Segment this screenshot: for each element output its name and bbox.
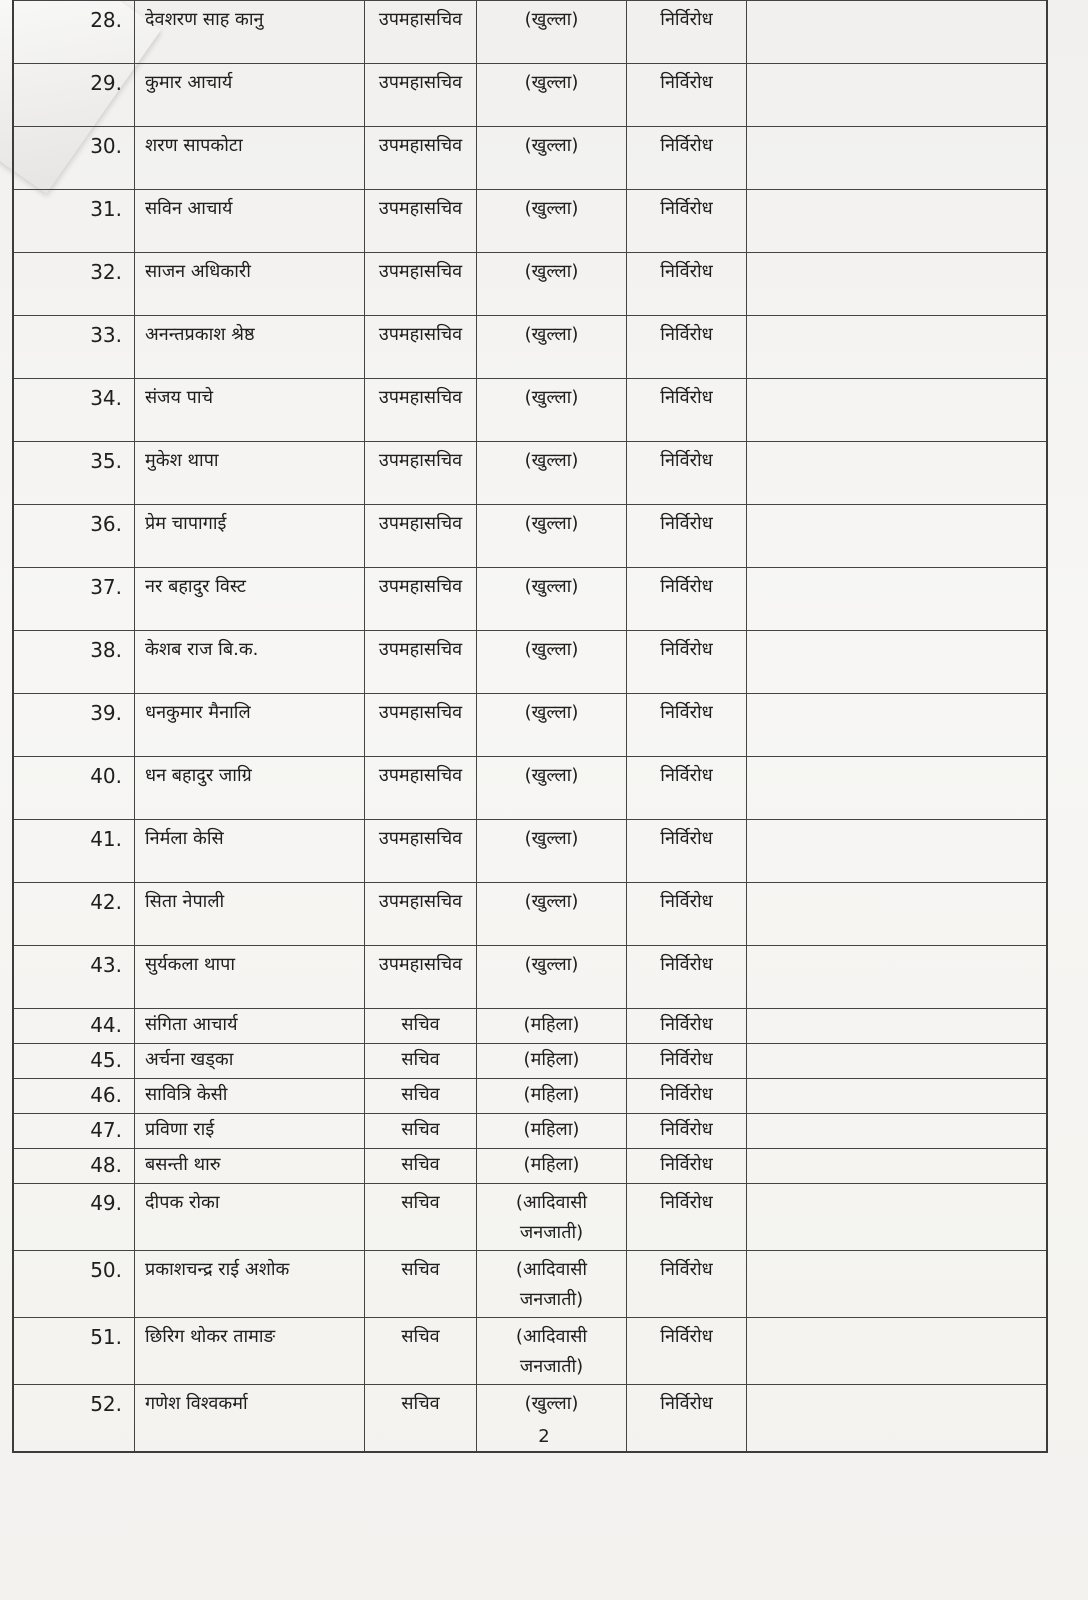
empty-cell — [746, 946, 1046, 1008]
status: निर्विरोध — [626, 64, 746, 126]
post: उपमहासचिव — [364, 442, 476, 504]
category: (खुल्ला) — [476, 127, 626, 189]
empty-cell — [746, 1114, 1046, 1148]
category: (महिला) — [476, 1149, 626, 1183]
table-row — [14, 1317, 1046, 1384]
empty-cell — [746, 631, 1046, 693]
candidate-name: अर्चना खड्का — [134, 1044, 364, 1078]
empty-cell — [746, 1318, 1046, 1384]
status: निर्विरोध — [626, 1149, 746, 1183]
post: सचिव — [364, 1114, 476, 1148]
empty-cell — [746, 1044, 1046, 1078]
table-row — [14, 441, 1046, 504]
post: उपमहासचिव — [364, 631, 476, 693]
post: उपमहासचिव — [364, 316, 476, 378]
category: (महिला) — [476, 1044, 626, 1078]
category: (खुल्ला) — [476, 442, 626, 504]
row-number: 32. — [90, 260, 122, 284]
row-number: 37. — [90, 575, 122, 599]
status: निर्विरोध — [626, 1, 746, 63]
status: निर्विरोध — [626, 883, 746, 945]
row-number: 39. — [90, 701, 122, 725]
table-row — [14, 252, 1046, 315]
candidate-name: साजन अधिकारी — [134, 253, 364, 315]
status: निर्विरोध — [626, 1079, 746, 1113]
empty-cell — [746, 1251, 1046, 1317]
empty-cell — [746, 379, 1046, 441]
status: निर्विरोध — [626, 694, 746, 756]
row-number: 50. — [90, 1258, 122, 1282]
candidate-name: केशब राज बि.क. — [134, 631, 364, 693]
category: (खुल्ला) — [476, 1, 626, 63]
table-row — [14, 63, 1046, 126]
candidate-name: धनकुमार मैनालि — [134, 694, 364, 756]
candidate-name: बसन्ती थारु — [134, 1149, 364, 1183]
post: उपमहासचिव — [364, 694, 476, 756]
post: सचिव — [364, 1079, 476, 1113]
candidate-name: नर बहादुर विस्ट — [134, 568, 364, 630]
status: निर्विरोध — [626, 1009, 746, 1043]
post: उपमहासचिव — [364, 568, 476, 630]
category: (खुल्ला) — [476, 379, 626, 441]
row-number: 42. — [90, 890, 122, 914]
status: निर्विरोध — [626, 505, 746, 567]
candidate-name: देवशरण साह कानु — [134, 1, 364, 63]
row-number: 45. — [90, 1048, 122, 1072]
post: सचिव — [364, 1009, 476, 1043]
empty-cell — [746, 1, 1046, 63]
category: (महिला) — [476, 1079, 626, 1113]
empty-cell — [746, 316, 1046, 378]
category: (खुल्ला) — [476, 505, 626, 567]
status: निर्विरोध — [626, 316, 746, 378]
table-row — [14, 1250, 1046, 1317]
status: निर्विरोध — [626, 379, 746, 441]
table-row — [14, 1113, 1046, 1148]
post: सचिव — [364, 1385, 476, 1451]
post: उपमहासचिव — [364, 190, 476, 252]
candidate-name: शरण सापकोटा — [134, 127, 364, 189]
row-number: 35. — [90, 449, 122, 473]
table-row — [14, 693, 1046, 756]
table-row — [14, 756, 1046, 819]
category: (खुल्ला) — [476, 190, 626, 252]
category: (खुल्ला) — [476, 568, 626, 630]
status: निर्विरोध — [626, 1385, 746, 1451]
row-number: 31. — [90, 197, 122, 221]
status: निर्विरोध — [626, 442, 746, 504]
empty-cell — [746, 820, 1046, 882]
post: सचिव — [364, 1149, 476, 1183]
row-number: 30. — [90, 134, 122, 158]
candidate-name: छिरिग थोकर तामाङ — [134, 1318, 364, 1384]
status: निर्विरोध — [626, 1184, 746, 1250]
candidate-name: कुमार आचार्य — [134, 64, 364, 126]
status: निर्विरोध — [626, 1044, 746, 1078]
post: उपमहासचिव — [364, 820, 476, 882]
table-row — [14, 1043, 1046, 1078]
status: निर्विरोध — [626, 820, 746, 882]
candidate-name: मुकेश थापा — [134, 442, 364, 504]
post: सचिव — [364, 1251, 476, 1317]
empty-cell — [746, 1079, 1046, 1113]
row-number: 28. — [90, 8, 122, 32]
empty-cell — [746, 757, 1046, 819]
table-row — [14, 126, 1046, 189]
table-row — [14, 1078, 1046, 1113]
results-table — [12, 0, 1048, 1453]
empty-cell — [746, 568, 1046, 630]
table-row — [14, 0, 1046, 63]
row-number: 29. — [90, 71, 122, 95]
category: (आदिवासी जनजाती) — [476, 1318, 626, 1384]
table-row — [14, 882, 1046, 945]
empty-cell — [746, 1149, 1046, 1183]
row-number: 49. — [90, 1191, 122, 1215]
row-number: 43. — [90, 953, 122, 977]
category: (खुल्ला) — [476, 694, 626, 756]
row-number: 36. — [90, 512, 122, 536]
post: उपमहासचिव — [364, 946, 476, 1008]
category: (खुल्ला) — [476, 631, 626, 693]
status: निर्विरोध — [626, 568, 746, 630]
empty-cell — [746, 883, 1046, 945]
post: सचिव — [364, 1318, 476, 1384]
candidate-name: प्रविणा राई — [134, 1114, 364, 1148]
post: उपमहासचिव — [364, 127, 476, 189]
table-row — [14, 567, 1046, 630]
category: (आदिवासी जनजाती) — [476, 1251, 626, 1317]
empty-cell — [746, 1184, 1046, 1250]
table-row — [14, 189, 1046, 252]
row-number: 44. — [90, 1013, 122, 1037]
category: (खुल्ला) — [476, 946, 626, 1008]
status: निर्विरोध — [626, 757, 746, 819]
page-number: 2 — [538, 1426, 550, 1447]
table-row — [14, 819, 1046, 882]
candidate-name: गणेश विश्वकर्मा — [134, 1385, 364, 1451]
empty-cell — [746, 127, 1046, 189]
empty-cell — [746, 442, 1046, 504]
empty-cell — [746, 694, 1046, 756]
candidate-name: प्रेम चापागाई — [134, 505, 364, 567]
category: (खुल्ला) — [476, 883, 626, 945]
post: उपमहासचिव — [364, 379, 476, 441]
status: निर्विरोध — [626, 946, 746, 1008]
candidate-name: प्रकाशचन्द्र राई अशोक — [134, 1251, 364, 1317]
candidate-name: सावित्रि केसी — [134, 1079, 364, 1113]
row-number: 52. — [90, 1392, 122, 1416]
candidate-name: संगिता आचार्य — [134, 1009, 364, 1043]
status: निर्विरोध — [626, 190, 746, 252]
status: निर्विरोध — [626, 1114, 746, 1148]
status: निर्विरोध — [626, 1318, 746, 1384]
status: निर्विरोध — [626, 127, 746, 189]
post: सचिव — [364, 1184, 476, 1250]
empty-cell — [746, 253, 1046, 315]
category: (खुल्ला) — [476, 64, 626, 126]
post: सचिव — [364, 1044, 476, 1078]
candidate-name: दीपक रोका — [134, 1184, 364, 1250]
category: (खुल्ला) — [476, 253, 626, 315]
table-row — [14, 1148, 1046, 1183]
category: (महिला) — [476, 1009, 626, 1043]
status: निर्विरोध — [626, 631, 746, 693]
candidate-name: धन बहादुर जाग्रि — [134, 757, 364, 819]
status: निर्विरोध — [626, 253, 746, 315]
category: (महिला) — [476, 1114, 626, 1148]
post: उपमहासचिव — [364, 757, 476, 819]
category: (खुल्ला) — [476, 1385, 626, 1451]
candidate-name: सिता नेपाली — [134, 883, 364, 945]
empty-cell — [746, 1009, 1046, 1043]
candidate-name: अनन्तप्रकाश श्रेष्ठ — [134, 316, 364, 378]
candidate-name: सुर्यकला थापा — [134, 946, 364, 1008]
table-row — [14, 1183, 1046, 1250]
row-number: 34. — [90, 386, 122, 410]
status: निर्विरोध — [626, 1251, 746, 1317]
post: उपमहासचिव — [364, 253, 476, 315]
table-row — [14, 630, 1046, 693]
post: उपमहासचिव — [364, 64, 476, 126]
empty-cell — [746, 64, 1046, 126]
post: उपमहासचिव — [364, 1, 476, 63]
empty-cell — [746, 190, 1046, 252]
row-number: 33. — [90, 323, 122, 347]
table-row — [14, 504, 1046, 567]
category: (खुल्ला) — [476, 757, 626, 819]
table-row — [14, 315, 1046, 378]
row-number: 46. — [90, 1083, 122, 1107]
candidate-name: सविन आचार्य — [134, 190, 364, 252]
row-number: 47. — [90, 1118, 122, 1142]
candidate-name: संजय पाचे — [134, 379, 364, 441]
post: उपमहासचिव — [364, 883, 476, 945]
row-number: 48. — [90, 1153, 122, 1177]
table-row — [14, 945, 1046, 1008]
candidate-name: निर्मला केसि — [134, 820, 364, 882]
table-row — [14, 378, 1046, 441]
row-number: 51. — [90, 1325, 122, 1349]
category: (आदिवासी जनजाती) — [476, 1184, 626, 1250]
table-row — [14, 1008, 1046, 1043]
row-number: 38. — [90, 638, 122, 662]
empty-cell — [746, 505, 1046, 567]
post: उपमहासचिव — [364, 505, 476, 567]
category: (खुल्ला) — [476, 316, 626, 378]
category: (खुल्ला) — [476, 820, 626, 882]
row-number: 40. — [90, 764, 122, 788]
row-number: 41. — [90, 827, 122, 851]
